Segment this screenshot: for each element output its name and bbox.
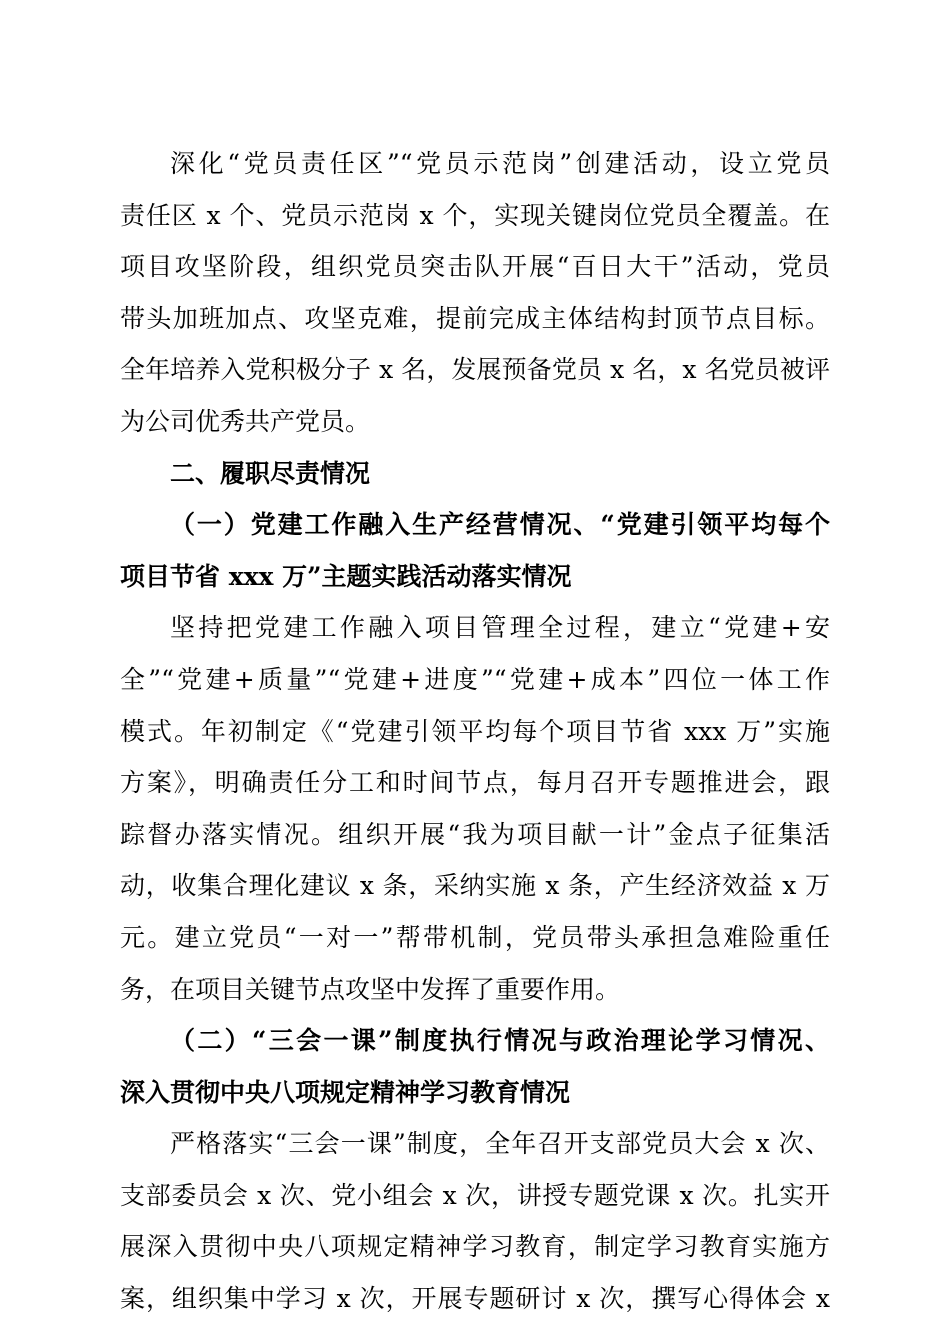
subsection-heading-1 — [120, 499, 830, 602]
subsection-heading-2 — [120, 1015, 830, 1118]
paragraph-party-posts — [120, 138, 830, 448]
paragraph-three-meetings — [120, 1118, 830, 1324]
subheading-line: （一）党建工作融入生产经营情况、“党建引领平均每个 — [170, 510, 830, 540]
subheading-line: 项目节省 xxx 万”主题实践活动落实情况 — [120, 561, 572, 591]
subheading-line: 深入贯彻中央八项规定精神学习教育情况 — [120, 1077, 571, 1107]
text-line: 全”“党建+质量”“党建+进度”“党建+成本”四位一体工作 — [120, 664, 830, 694]
text-line: 深化“党员责任区”“党员示范岗”创建活动，设立党员 — [170, 149, 830, 178]
text-line: 坚持把党建工作融入项目管理全过程，建立“党建+安 — [170, 613, 830, 643]
text-line: 案，组织集中学习 x 次，开展专题研讨 x 次，撰写心得体会 x — [120, 1284, 830, 1314]
text-line: 支部委员会 x 次、党小组会 x 次，讲授专题党课 x 次。扎实开 — [120, 1180, 830, 1210]
text-line: 带头加班加点、攻坚克难，提前完成主体结构封顶节点目标。 — [120, 303, 830, 333]
text-line: 展深入贯彻中央八项规定精神学习教育，制定学习教育实施方 — [120, 1232, 830, 1262]
text-line: 严格落实“三会一课”制度，全年召开支部党员大会 x 次、 — [170, 1129, 830, 1159]
text-line: 为公司优秀共产党员。 — [120, 406, 371, 436]
text-line: 动，收集合理化建议 x 条，采纳实施 x 条，产生经济效益 x 万 — [120, 871, 830, 901]
paragraph-party-integration — [120, 602, 830, 1015]
document-body — [120, 138, 830, 1325]
text-line: 模式。年初制定《“党建引领平均每个项目节省 xxx 万”实施 — [120, 716, 830, 746]
text-line: 方案》，明确责任分工和时间节点，每月召开专题推进会，跟 — [120, 768, 830, 798]
text-line: 务，在项目关键节点攻坚中发挥了重要作用。 — [120, 974, 621, 1004]
text-line: 项目攻坚阶段，组织党员突击队开展“百日大干”活动，党员 — [120, 252, 830, 282]
text-line: 责任区 x 个、党员示范岗 x 个，实现关键岗位党员全覆盖。在 — [120, 200, 830, 230]
text-line: 踪督办落实情况。组织开展“我为项目献一计”金点子征集活 — [120, 819, 830, 849]
text-line: 元。建立党员“一对一”帮带机制，党员带头承担急难险重任 — [120, 922, 830, 952]
subheading-line: （二）“三会一课”制度执行情况与政治理论学习情况、 — [170, 1026, 830, 1056]
section-heading: 二、履职尽责情况 — [170, 458, 371, 488]
text-line: 全年培养入党积极分子 x 名，发展预备党员 x 名，x 名党员被评 — [120, 355, 830, 385]
